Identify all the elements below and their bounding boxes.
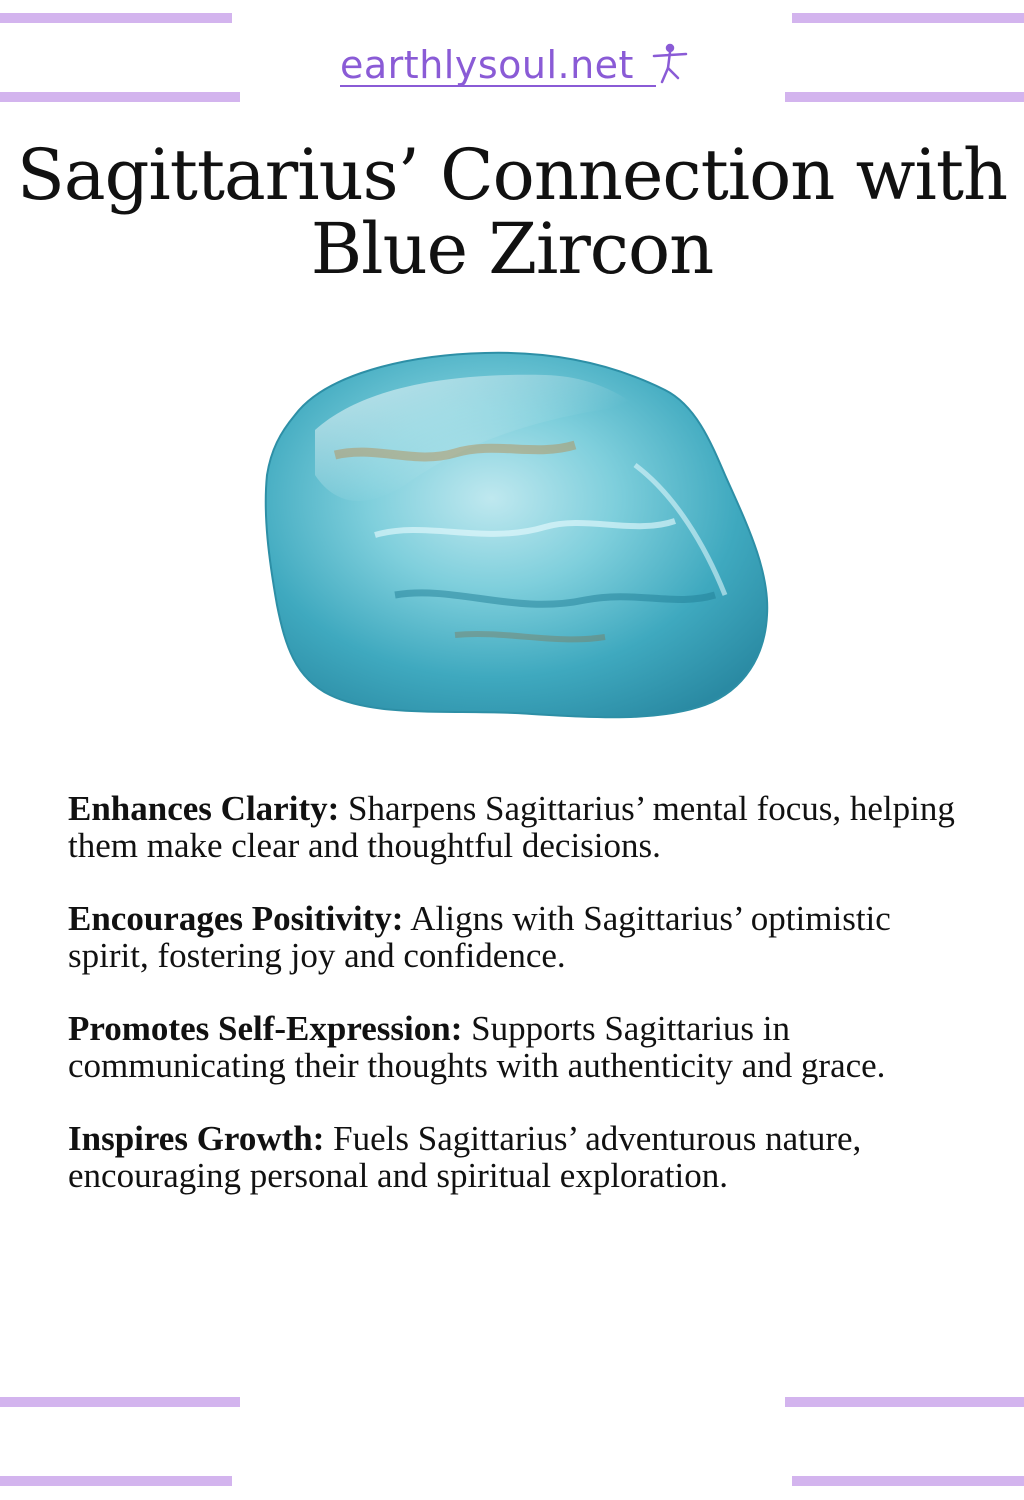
logo-graphic (332, 38, 692, 94)
list-item (68, 1010, 968, 1084)
blue-zircon-crystal-image (255, 345, 780, 730)
title-line-1: Sagittarius’ Connection with (16, 134, 1008, 216)
page-title (0, 134, 1024, 290)
top-right-bar-upper (792, 13, 1024, 23)
benefit-text: Supports Sagittarius in communicating their thoughts with authenticity and grace. (68, 1009, 886, 1085)
benefit-heading: Encourages Positivity: (68, 899, 404, 938)
benefit-heading: Enhances Clarity: (68, 789, 340, 828)
list-item (68, 900, 968, 974)
benefit-text: Aligns with Sagittarius’ optimistic spirit, fostering joy and confidence. (68, 899, 891, 975)
bottom-left-bar-upper (0, 1397, 240, 1407)
benefit-text: Sharpens Sagittarius’ mental focus, helping them make clear and thoughtful decisions. (68, 789, 955, 865)
benefit-text: Fuels Sagittarius’ adventurous nature, encouraging personal and spiritual exploration. (68, 1119, 862, 1195)
bottom-right-bar-lower (792, 1476, 1024, 1486)
benefits-list (68, 790, 968, 1230)
logo-text: earthlysoul.net (340, 43, 634, 87)
dancer-icon (654, 45, 686, 82)
list-item (68, 1120, 968, 1194)
title-line-2: Blue Zircon (310, 208, 714, 290)
benefit-heading: Inspires Growth: (68, 1119, 325, 1158)
benefit-heading: Promotes Self-Expression: (68, 1009, 463, 1048)
bottom-right-bar-upper (785, 1397, 1024, 1407)
site-logo[interactable] (0, 38, 1024, 98)
top-left-bar-upper (0, 13, 232, 23)
bottom-left-bar-lower (0, 1476, 232, 1486)
list-item (68, 790, 968, 864)
